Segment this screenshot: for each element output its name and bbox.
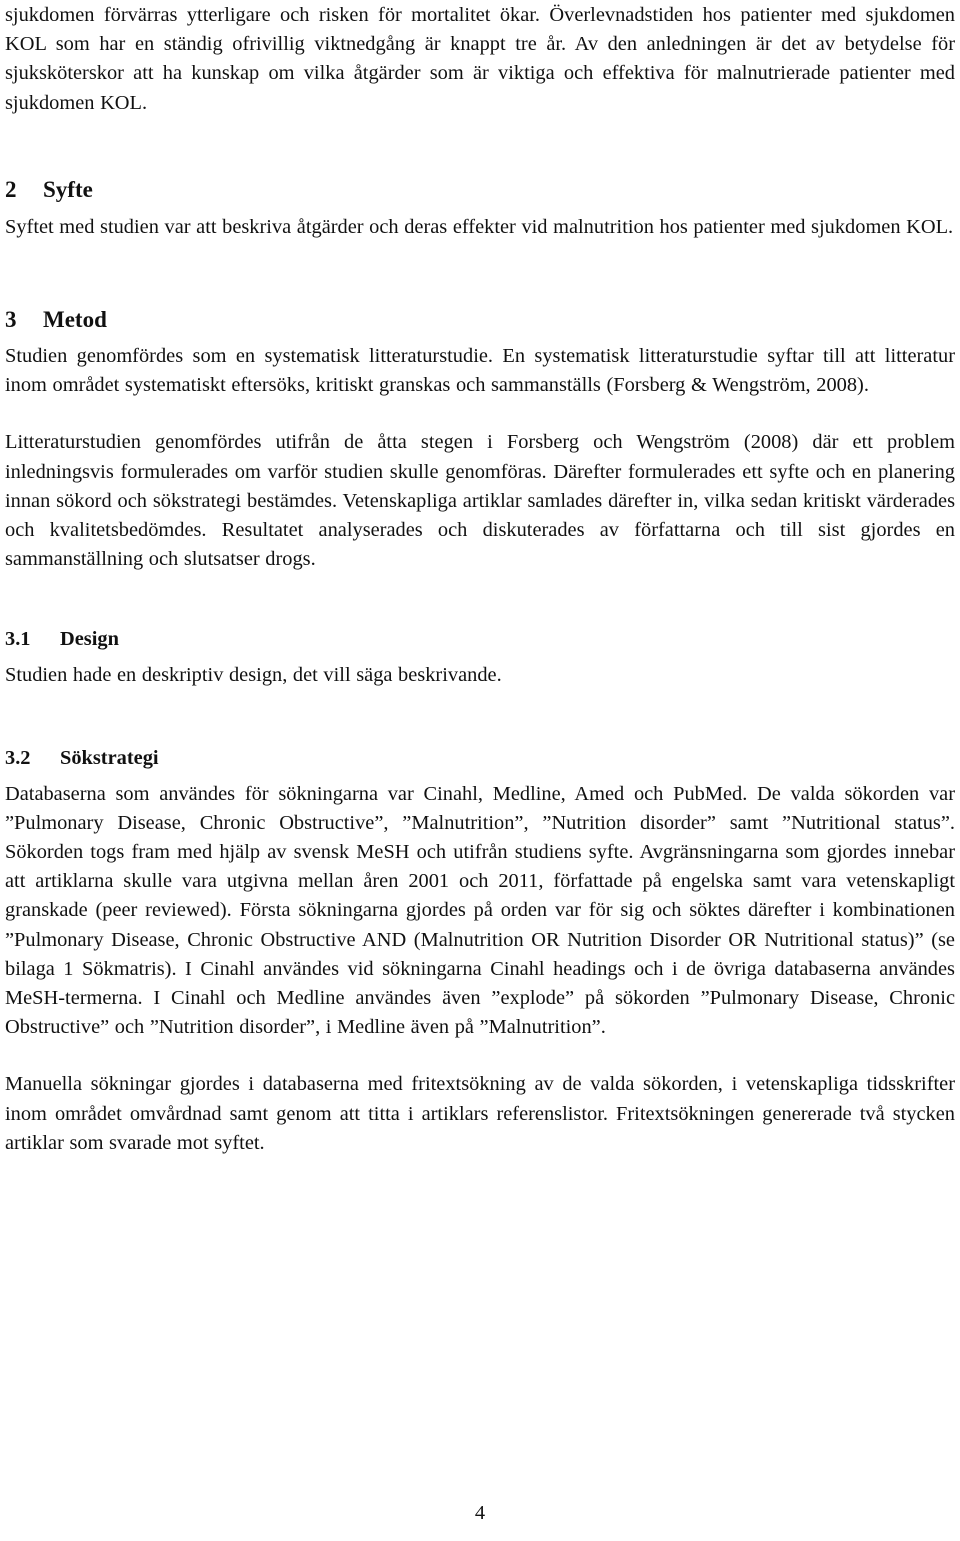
sokstrategi-paragraph-2: Manuella sökningar gjordes i databaserna med fritextsökning av de valda sökorden, i vetenskapliga tidsskrifter inom området omvårdnad samt genom att titta i artiklars referenslistor. Fritextsökningen genererade två stycken artiklar som svarade mot syftet. — [5, 1073, 955, 1154]
page-number: 4 — [474, 1502, 486, 1524]
subsection-title: Design — [60, 628, 119, 651]
section-title: Metod — [43, 307, 107, 333]
subsection-heading-design — [5, 625, 955, 654]
document-page — [5, 0, 955, 1158]
section-heading-syfte — [5, 175, 955, 205]
metod-paragraph-1: Studien genomfördes som en systematisk litteraturstudie. En systematisk litteraturstudie syftar till att litteratur inom området systematiskt eftersöks, kritiskt granskas och sammanställs (Forsberg & Wengström, 2008). — [5, 345, 955, 397]
section-heading-metod — [5, 305, 955, 335]
subsection-title: Sökstrategi — [60, 746, 159, 769]
metod-paragraph-2: Litteraturstudien genomfördes utifrån de åtta stegen i Forsberg och Wengström (2008) där ett problem inledningsvis formulerades om varför studien skulle genomföras. Därefter formulerades ett syfte och en planering innan sökord och sökstrategi bestämdes. Vetenskapliga artiklar samlades därefter in, vilka sedan kritiskt värderades och kvalitetsbedömdes. Resultatet analyserades och diskuterades av författarna och till sist gjordes en sammanställning och slutsatser drogs. — [5, 431, 955, 571]
subsection-heading-sokstrategi — [5, 744, 955, 773]
sokstrategi-paragraph-1: Databaserna som användes för sökningarna var Cinahl, Medline, Amed och PubMed. De valda sökorden var ”Pulmonary Disease, Chronic Obstructive”, ”Malnutrition”, ”Nutrition disorder” samt ”Nutritional status”. Sökorden togs fram med hjälp av svensk MeSH och utifrån studiens syfte. Avgränsningarna som gjordes innebar att artiklarna skulle vara utgivna mellan åren 2001 och 2011, författade på engelska samt vara vetenskapligt granskade (peer reviewed). Första sökningarna gjordes på orden var för sig och söktes därefter i kombinationen ”Pulmonary Disease, Chronic Obstructive AND (Malnutrition OR Nutrition Disorder OR Nutritional status)” (se bilaga 1 Sökmatris). I Cinahl användes vid sökningarna Cinahl headings och i de övriga databaserna användes MeSH-termerna. I Cinahl och Medline användes även ”explode” på sökorden ”Pulmonary Disease, Chronic Obstructive” och ”Nutrition disorder”, i Medline även på ”Malnutrition”. — [5, 782, 955, 1039]
section-title: Syfte — [43, 176, 93, 202]
design-paragraph: Studien hade en deskriptiv design, det vill säga beskrivande. — [5, 664, 502, 687]
intro-paragraph: sjukdomen förvärras ytterligare och risken för mortalitet ökar. Överlevnadstiden hos patienter med sjukdomen KOL som har en ständig ofrivillig viktnedgång är knappt tre år. Av den anledningen är det av betydelse för sjuksköterskor att ha kunskap om vilka åtgärder som är viktiga och effektiva för malnutrierade patienter med sjukdomen KOL. — [5, 4, 955, 114]
syfte-paragraph: Syftet med studien var att beskriva åtgärder och deras effekter vid malnutrition hos patienter med sjukdomen KOL. — [5, 215, 954, 238]
section-number: 3 — [5, 307, 17, 333]
subsection-number: 3.1 — [5, 628, 31, 651]
subsection-number: 3.2 — [5, 746, 31, 769]
section-number: 2 — [5, 176, 17, 202]
